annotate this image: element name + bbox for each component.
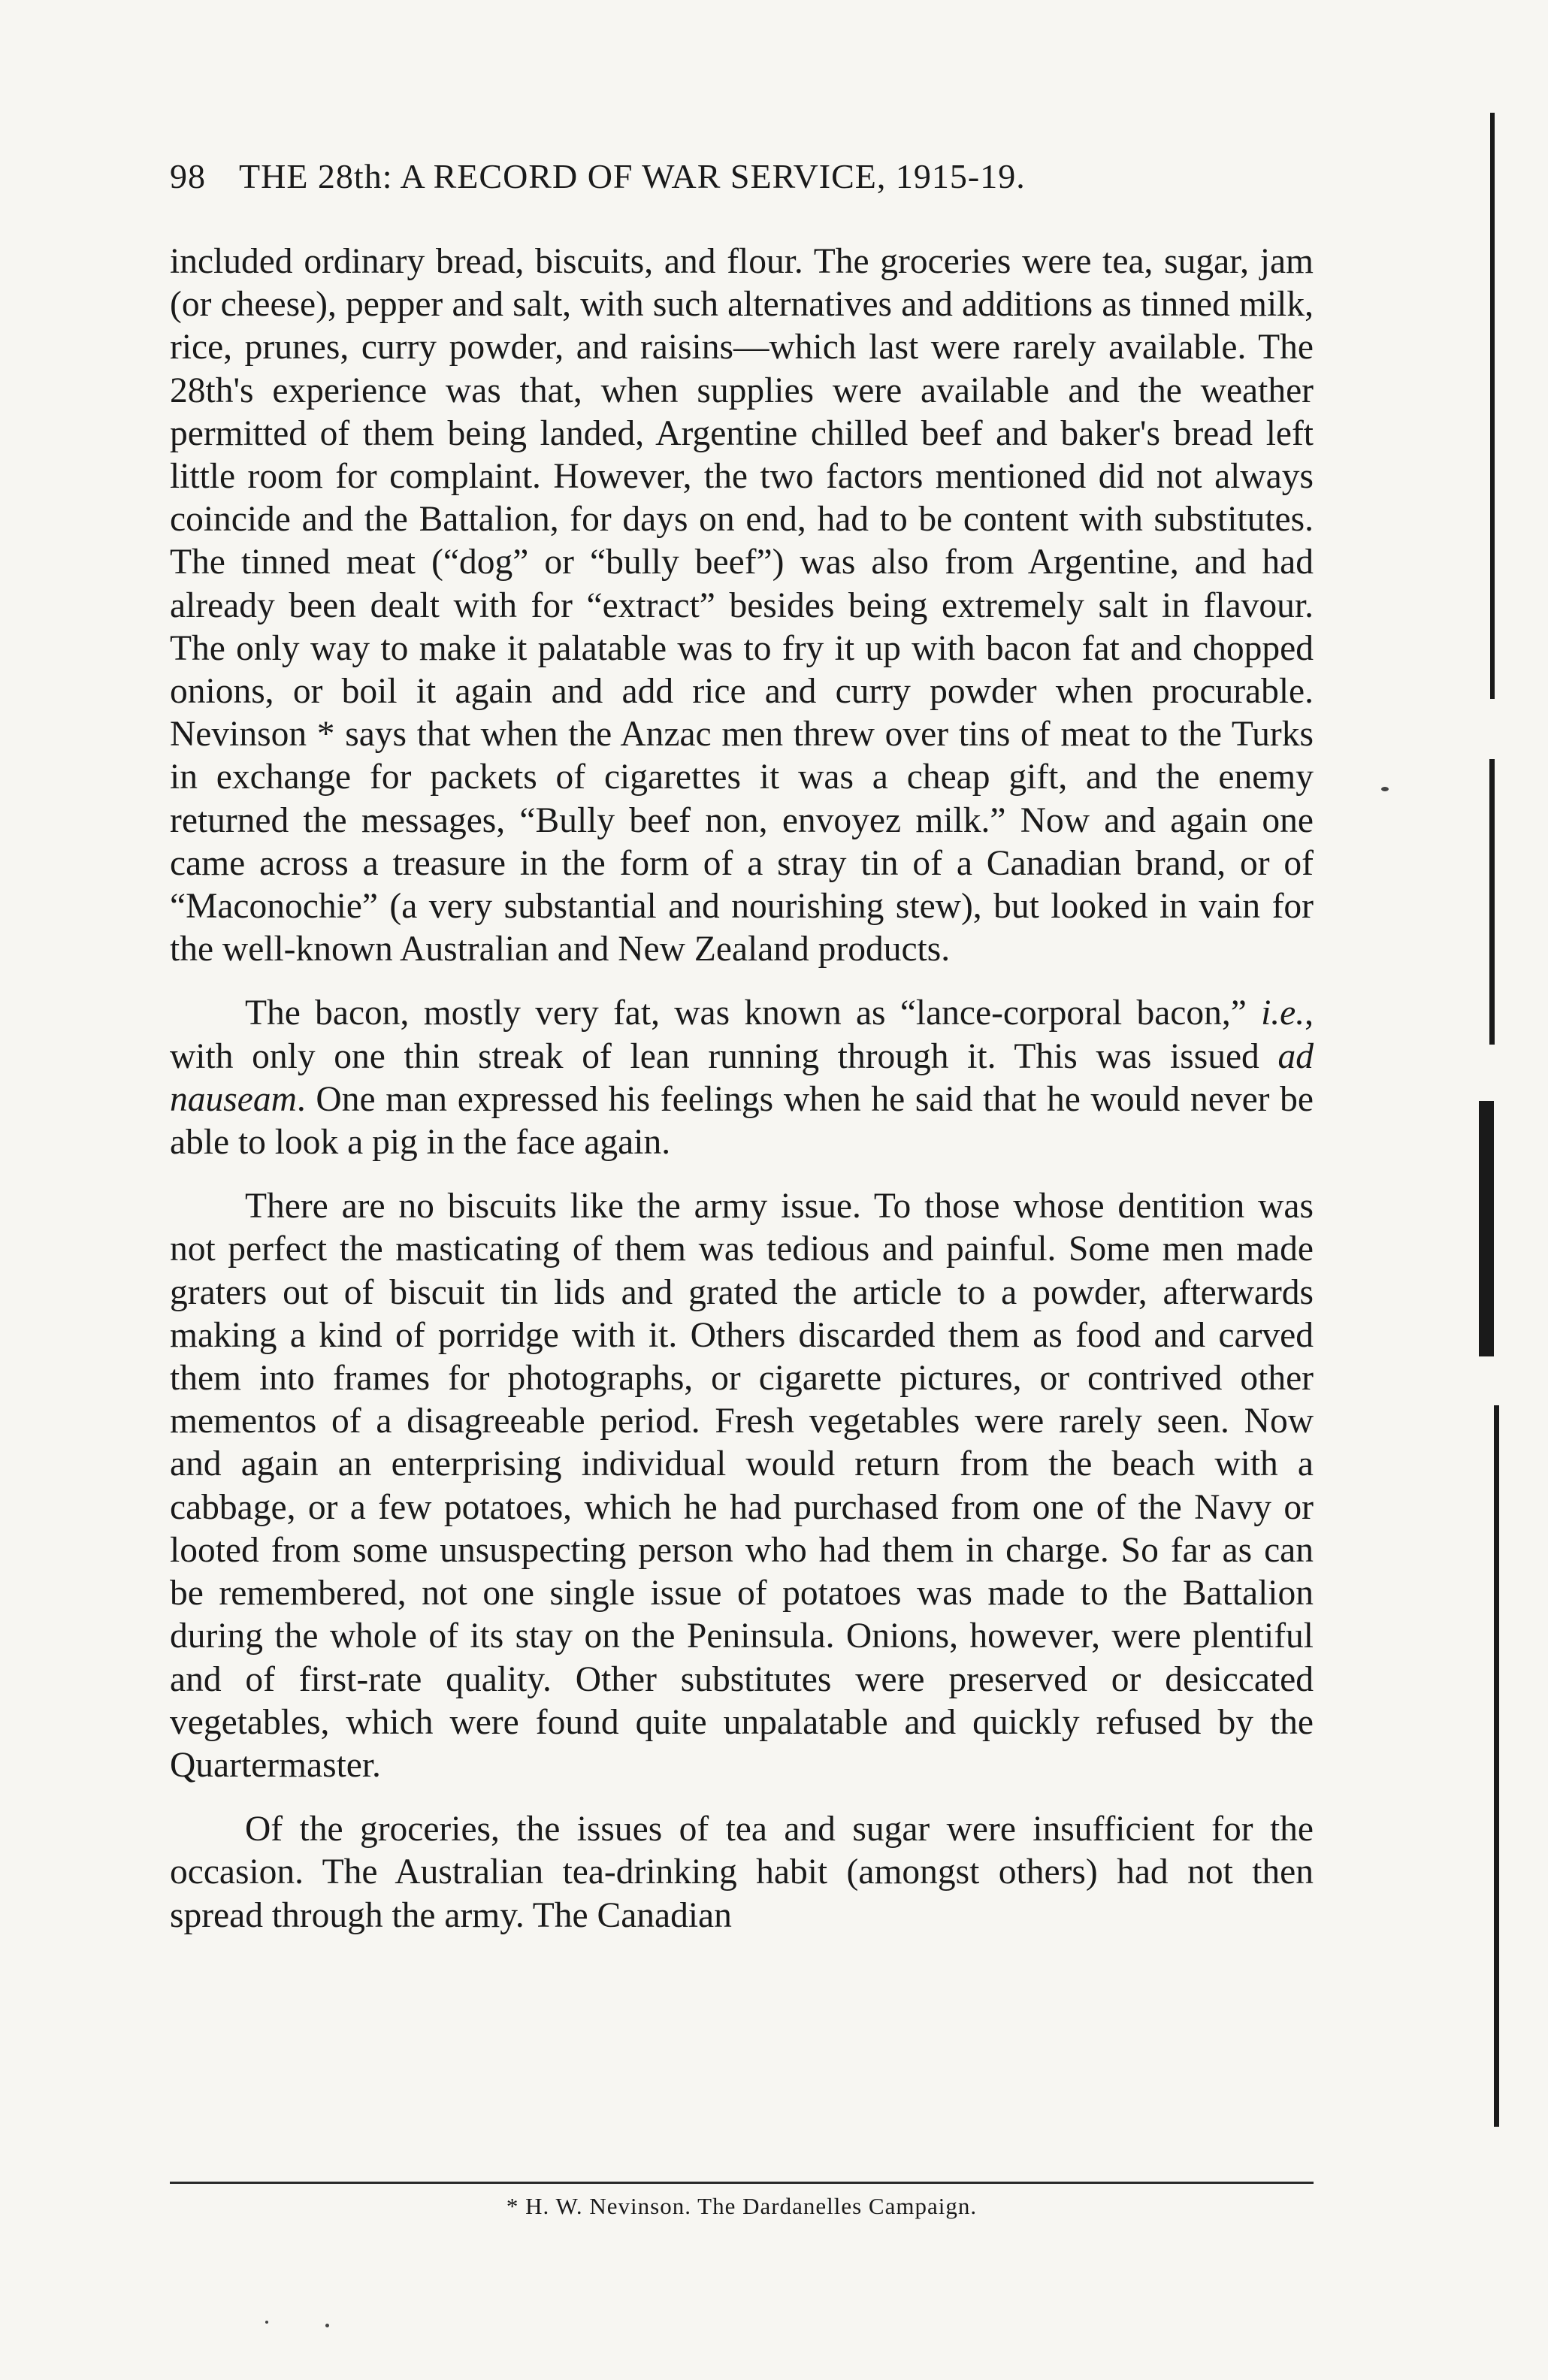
body-paragraph [170, 1185, 1314, 1787]
scan-speck [1381, 787, 1389, 791]
scan-margin-mark [1479, 1101, 1494, 1356]
body-paragraph [170, 992, 1314, 1164]
running-header [170, 156, 1312, 196]
body-text [170, 240, 1314, 1937]
text-run: . One man expressed his feelings when he said that he would never be able to look a pig in the face again. [170, 1079, 1314, 1163]
scan-speck [265, 2321, 268, 2324]
scan-margin-mark [1490, 113, 1495, 699]
text-run: included ordinary bread, biscuits, and flour. The groceries were tea, sugar, jam (or cheese), pepper and salt, with such alternatives and additions as tinned milk, rice, prunes, curry powder, and raisins—which last were rarely available. The 28th's experience was that, when supplies were available and the weather permitted of them being landed, Argentine chilled beef and baker's bread left little room for complaint. However, the two factors mentioned did not always coincide and the Battalion, for days on end, had to be content with substitutes. The tinned meat (“dog” or “bully beef”) was also from Argentine, and had already been dealt with for “extract” besides being extremely salt in flavour. The only way to make it palatable was to fry it up with bacon fat and chopped onions, or boil it again and add rice and curry powder when procurable. Nevinson * says that when the Anzac men threw over tins of meat to the Turks in exchange for packets of cigarettes it was a cheap gift, and the enemy returned the messages, “Bully beef non, envoyez milk.” Now and again one came across a treasure in the form of a stray tin of a Canadian brand, or of “Maconochie” (a very substantial and nourishing stew), but looked in vain for the well-known Australian and New Zealand products. [170, 242, 1314, 969]
scan-margin-mark [1489, 759, 1495, 1045]
body-paragraph [170, 1808, 1314, 1937]
italic-phrase: i.e. [1261, 993, 1305, 1033]
footnote-rule [170, 2182, 1314, 2184]
body-paragraph [170, 240, 1314, 971]
text-run: Of the groceries, the issues of tea and sugar were insufficient for the occasion. The Australian tea-drinking habit (amongst others) had not then spread through the army. The Canadian [170, 1810, 1314, 1935]
scan-speck [325, 2324, 329, 2327]
scan-margin-mark [1494, 1405, 1499, 2127]
text-run: The bacon, mostly very fat, was known as “lance-corporal bacon,” [245, 993, 1262, 1033]
text-run: There are no biscuits like the army issue. To those whose dentition was not perfect the masticating of them was tedious and painful. Some men made graters out of biscuit tin lids and grated the article to a powder, afterwards making a kind of porridge with it. Others discarded them as food and carved them into frames for photographs, or cigarette pictures, or contrived other mementos of a disagreeable period. Fresh vegetables were rarely seen. Now and again an enterprising individual would return from the beach with a cabbage, or a few potatoes, which he had purchased from one of the Navy or looted from some unsuspecting person who had them in charge. So far as can be remembered, not one single issue of potatoes was made to the Battalion during the whole of its stay on the Peninsula. Onions, however, were plentiful and of first-rate quality. Other substitutes were preserved or desiccated vegetables, which were found quite unpalatable and quickly refused by the Quartermaster. [170, 1187, 1314, 1785]
footnote: * H. W. Nevinson. The Dardanelles Campaign. [506, 2193, 978, 2219]
page-number: 98 [170, 157, 206, 195]
running-title: THE 28th: A RECORD OF WAR SERVICE, 1915-19. [239, 157, 1026, 195]
text-run: , with only one thin streak of lean running through it. This was issued [170, 993, 1314, 1076]
italic-phrase: ad nauseam [170, 1036, 1314, 1119]
